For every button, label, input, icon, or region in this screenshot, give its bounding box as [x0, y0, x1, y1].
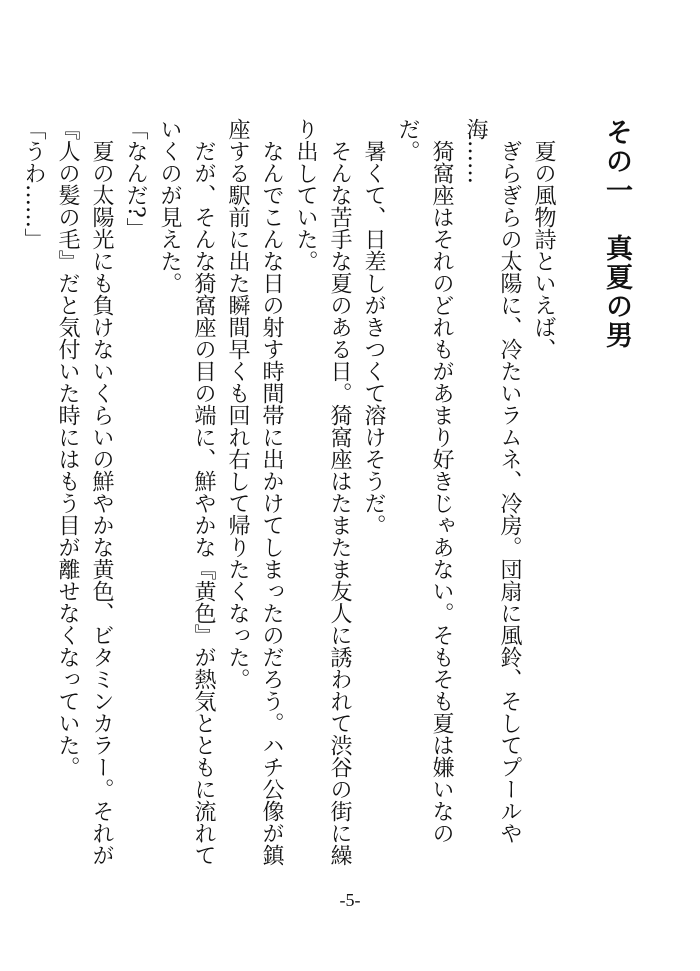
body-text — [21, 118, 560, 878]
paragraph: ぎらぎらの太陽に、冷たいラムネ、冷房。団扇に風鈴、そしてプールや海…… — [463, 118, 522, 844]
paragraph: だが、そんな猗窩座の目の端に、鮮やかな『黄色』が熱気とともに流れていくのが見えた。 — [157, 118, 216, 866]
paragraph: 暑くて、日差しがきつくて溶けそうだ。 — [361, 140, 386, 536]
dialogue-line: 「うわ……」 — [21, 118, 46, 250]
paragraph: 夏の風物詩といえば、 — [531, 140, 556, 360]
paragraph: 猗窩座はそれのどれもがあまり好きじゃあない。そもそも夏は嫌いなのだ。 — [395, 118, 454, 844]
paragraph: なんでこんな日の射す時間帯に出かけてしまったのだろう。ハチ公像が鎮座する駅前に出た瞬間早くも回れ右して帰りたくなった。 — [225, 118, 284, 866]
chapter-title: その一 真夏の男 — [601, 118, 632, 350]
paragraph: 夏の太陽光にも負けないくらいの鮮やかな黄色、ビタミンカラー。それが『人の髪の毛』だと気付いた時にはもう目が離せなくなっていた。 — [55, 118, 114, 866]
page-number: -5- — [339, 890, 361, 910]
paragraph: そんな苦手な夏のある日。猗窩座はたまたま友人に誘われて渋谷の街に繰り出していた。 — [293, 118, 352, 866]
dialogue-line: 「なんだ?」 — [123, 118, 148, 240]
